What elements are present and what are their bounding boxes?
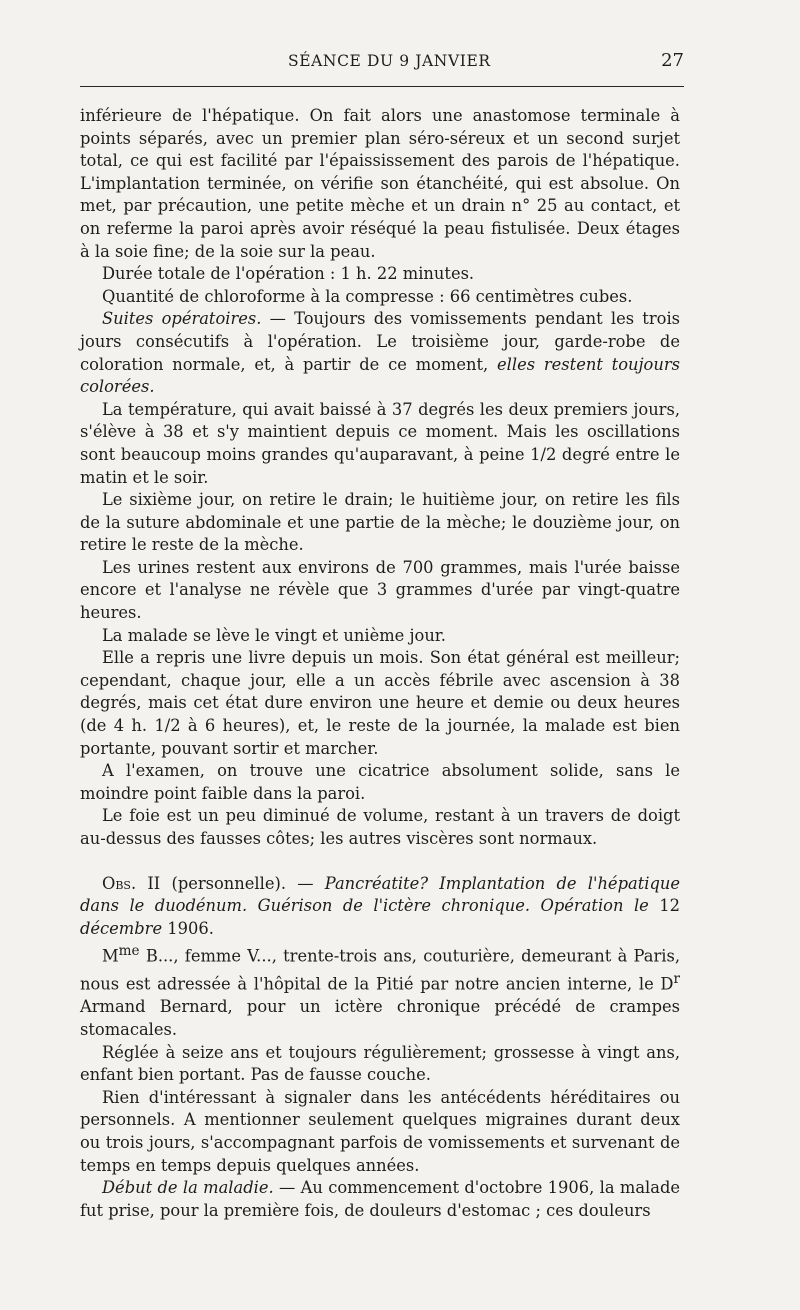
paragraph: A l'examen, on trouve une cicatrice absolument solide, sans le moindre point faible dans la paroi. bbox=[80, 761, 680, 803]
paragraph: Le sixième jour, on retire le drain; le huitième jour, on retire les fils de la suture abdominale et une partie de la mèche; le douzième jour, on retire le reste de la mèche. bbox=[80, 490, 680, 555]
page-header bbox=[80, 50, 684, 74]
running-title: SÉANCE DU 9 JANVIER bbox=[288, 52, 491, 70]
section-label: Suites opératoires. bbox=[102, 309, 262, 329]
observation-heading bbox=[80, 873, 680, 941]
paragraph-text: Armand Bernard, pour un ictère chronique précédé de crampes stomacales. bbox=[80, 997, 680, 1039]
page-number: 27 bbox=[661, 50, 684, 71]
paragraph-text: B..., femme V..., trente-trois ans, couturière, demeurant à Paris, nous est adressée à l'hôpital de la Pitié par notre ancien interne, le D bbox=[80, 946, 680, 994]
paragraph: inférieure de l'hépatique. On fait alors une anastomose terminale à points séparés, avec un premier plan séro-séreux et un second surjet total, ce qui est facilité par l'épaississement des parois de l'hépatique. L'implantation terminée, on vérifie son étanchéité, qui est absolue. On met, par précaution, une petite mèche et un drain n° 25 au contact, et on referme la paroi après avoir réséqué la peau fistulisée. Deux étages à la soie fine; de la soie sur la peau. bbox=[80, 106, 680, 261]
paragraph: Rien d'intéressant à signaler dans les antécédents héréditaires ou personnels. A mentionner seulement quelques migraines durant deux ou trois jours, s'accompagnant parfois de vomissements et survenant de temps en temps depuis quelques années. bbox=[80, 1087, 680, 1175]
paragraph bbox=[80, 308, 680, 398]
page-body bbox=[80, 105, 680, 1222]
observation-month: décembre bbox=[80, 918, 163, 938]
paragraph-text: M bbox=[102, 946, 119, 966]
paragraph bbox=[80, 1177, 680, 1222]
section-label: Début de la maladie. bbox=[102, 1178, 274, 1198]
paragraph: Durée totale de l'opération : 1 h. 22 minutes. bbox=[102, 264, 475, 284]
paragraph: Les urines restent aux environs de 700 grammes, mais l'urée baisse encore et l'analyse ne révèle que 3 grammes d'urée par vingt-quatre heures. bbox=[80, 557, 680, 623]
paragraph-text: — Toujours des vomissements pendant les trois jours consécutifs à l'opération. Le troisième jour, garde-robe de coloration normale, et, à partir de ce moment, bbox=[80, 309, 681, 374]
section-gap bbox=[80, 851, 680, 873]
observation-title: Pancréatite? Implantation de l'hépatique dans le duodénum. Guérison de l'ictère chronique. Opération le bbox=[80, 873, 680, 916]
superscript: me bbox=[118, 943, 140, 960]
paragraph: Le foie est un peu diminué de volume, restant à un travers de doigt au-dessus des fausses côtes; les autres viscères sont normaux. bbox=[80, 806, 680, 848]
paragraph: Elle a repris une livre depuis un mois. Son état général est meilleur; cependant, chaque jour, elle a un accès fébrile avec ascension à 38 degrés, mais cet état dure environ une heure et demie ou deux heures (de 4 h. 1/2 à 6 heures), et, le reste de la journée, la malade est bien portante, pouvant sortir et marcher. bbox=[80, 648, 680, 758]
paragraph: La malade se lève le vingt et unième jour. bbox=[102, 625, 446, 645]
observation-year: 1906. bbox=[162, 918, 214, 938]
observation-label: Obs. II bbox=[102, 873, 161, 893]
observation-date: 12 bbox=[648, 896, 680, 916]
superscript: r bbox=[673, 971, 680, 988]
paragraph bbox=[80, 940, 680, 1041]
paragraph: Quantité de chloroforme à la compresse : 66 centimètres cubes. bbox=[102, 286, 633, 306]
paragraph-text: — Au commencement d'octobre 1906, la malade fut prise, pour la première fois, de douleurs d'estomac ; ces douleurs bbox=[80, 1178, 681, 1220]
observation-label-rest: (personnelle). — bbox=[160, 873, 325, 893]
italic-text: elles restent toujours colorées. bbox=[80, 354, 680, 397]
paragraph: La température, qui avait baissé à 37 degrés les deux premiers jours, s'élève à 38 et s'y maintient depuis ce moment. Mais les oscillations sont beaucoup moins grandes qu'auparavant, à peine 1/2 degré entre le matin et le soir. bbox=[80, 399, 680, 487]
header-rule bbox=[80, 86, 684, 87]
paragraph: Réglée à seize ans et toujours régulièrement; grossesse à vingt ans, enfant bien portant. Pas de fausse couche. bbox=[80, 1042, 680, 1085]
